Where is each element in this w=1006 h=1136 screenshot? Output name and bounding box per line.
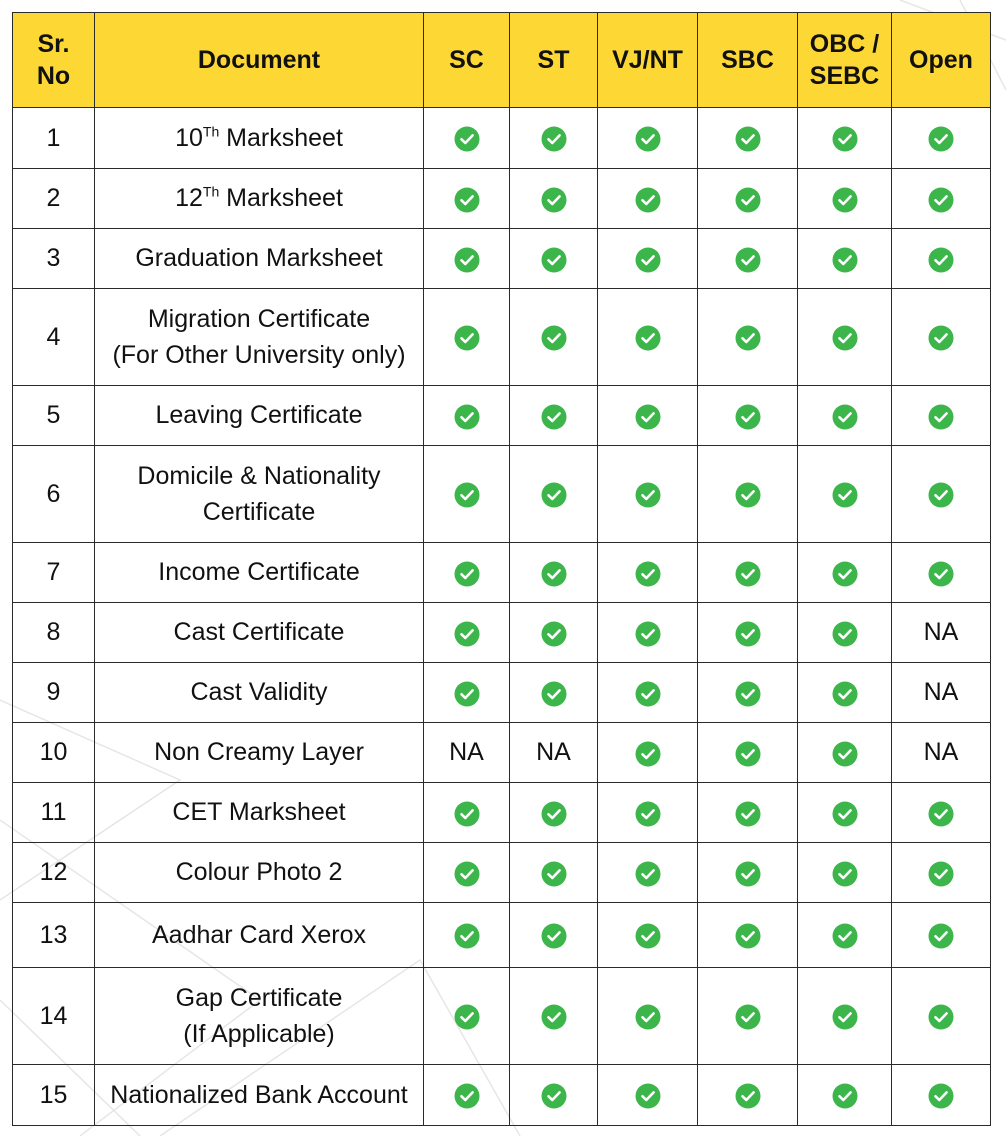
document-name-cell: Gap Certificate (If Applicable) <box>95 968 424 1065</box>
check-circle-icon <box>735 561 761 587</box>
status-cell-sbc <box>698 1065 798 1126</box>
check-circle-icon <box>541 801 567 827</box>
status-cell-st <box>510 843 598 903</box>
status-cell-open <box>892 229 991 289</box>
status-cell-st <box>510 783 598 843</box>
check-circle-icon <box>928 923 954 949</box>
check-circle-icon <box>735 482 761 508</box>
status-cell-sc <box>424 446 510 543</box>
status-cell-sbc <box>698 723 798 783</box>
check-circle-icon <box>735 325 761 351</box>
table-row <box>13 543 991 603</box>
status-cell-sbc <box>698 543 798 603</box>
sr-no-cell: 1 <box>13 108 95 169</box>
check-circle-icon <box>735 741 761 767</box>
check-circle-icon <box>635 681 661 707</box>
header-open: Open <box>892 13 991 108</box>
check-circle-icon <box>635 325 661 351</box>
check-circle-icon <box>735 1004 761 1030</box>
status-cell-obc-sebc <box>798 723 892 783</box>
status-cell-sc <box>424 603 510 663</box>
check-circle-icon <box>454 923 480 949</box>
sr-no-cell: 13 <box>13 903 95 968</box>
check-circle-icon <box>735 1083 761 1109</box>
status-cell-vj-nt <box>598 843 698 903</box>
check-circle-icon <box>454 482 480 508</box>
table-row <box>13 446 991 543</box>
check-circle-icon <box>735 621 761 647</box>
header-obc-sebc: OBC / SEBC <box>798 13 892 108</box>
document-name-cell: CET Marksheet <box>95 783 424 843</box>
table-row <box>13 663 991 723</box>
header-vj-nt: VJ/NT <box>598 13 698 108</box>
sr-no-cell: 10 <box>13 723 95 783</box>
status-cell-sc <box>424 169 510 229</box>
status-cell-open <box>892 663 991 723</box>
check-circle-icon <box>832 681 858 707</box>
status-cell-sbc <box>698 663 798 723</box>
check-circle-icon <box>454 404 480 430</box>
header-row <box>13 13 991 108</box>
check-circle-icon <box>928 126 954 152</box>
header-st: ST <box>510 13 598 108</box>
status-cell-sc <box>424 968 510 1065</box>
check-circle-icon <box>928 1004 954 1030</box>
status-cell-open <box>892 386 991 446</box>
status-cell-st <box>510 603 598 663</box>
header-document: Document <box>95 13 424 108</box>
check-circle-icon <box>454 126 480 152</box>
table-body <box>13 108 991 1126</box>
check-circle-icon <box>635 126 661 152</box>
check-circle-icon <box>735 187 761 213</box>
header-sbc: SBC <box>698 13 798 108</box>
check-circle-icon <box>541 621 567 647</box>
check-circle-icon <box>541 923 567 949</box>
check-circle-icon <box>454 561 480 587</box>
ordinal-superscript: Th <box>202 123 220 140</box>
check-circle-icon <box>832 187 858 213</box>
check-circle-icon <box>735 923 761 949</box>
status-cell-open <box>892 543 991 603</box>
check-circle-icon <box>735 681 761 707</box>
status-cell-obc-sebc <box>798 229 892 289</box>
check-circle-icon <box>454 681 480 707</box>
status-cell-vj-nt <box>598 723 698 783</box>
status-cell-sc <box>424 386 510 446</box>
table-row <box>13 229 991 289</box>
check-circle-icon <box>832 861 858 887</box>
sr-no-cell: 14 <box>13 968 95 1065</box>
not-applicable-label: NA <box>923 738 959 767</box>
status-cell-sbc <box>698 289 798 386</box>
status-cell-open <box>892 968 991 1065</box>
check-circle-icon <box>454 247 480 273</box>
status-cell-vj-nt <box>598 229 698 289</box>
status-cell-sc <box>424 543 510 603</box>
document-name-cell: Migration Certificate (For Other University only) <box>95 289 424 386</box>
check-circle-icon <box>635 621 661 647</box>
not-applicable-label: NA <box>536 738 571 767</box>
sr-no-cell: 6 <box>13 446 95 543</box>
header-sc: SC <box>424 13 510 108</box>
check-circle-icon <box>541 187 567 213</box>
table-row <box>13 723 991 783</box>
check-circle-icon <box>541 1083 567 1109</box>
check-circle-icon <box>541 325 567 351</box>
check-circle-icon <box>928 1083 954 1109</box>
status-cell-st <box>510 169 598 229</box>
check-circle-icon <box>541 681 567 707</box>
status-cell-obc-sebc <box>798 543 892 603</box>
status-cell-vj-nt <box>598 386 698 446</box>
check-circle-icon <box>454 1004 480 1030</box>
not-applicable-label: NA <box>449 738 484 767</box>
check-circle-icon <box>928 801 954 827</box>
status-cell-vj-nt <box>598 543 698 603</box>
check-circle-icon <box>832 126 858 152</box>
check-circle-icon <box>541 247 567 273</box>
sr-no-cell: 2 <box>13 169 95 229</box>
document-name-cell: Non Creamy Layer <box>95 723 424 783</box>
status-cell-st <box>510 968 598 1065</box>
status-cell-obc-sebc <box>798 169 892 229</box>
status-cell-vj-nt <box>598 289 698 386</box>
document-name-cell: Domicile & Nationality Certificate <box>95 446 424 543</box>
table-row <box>13 289 991 386</box>
sr-no-cell: 9 <box>13 663 95 723</box>
status-cell-st <box>510 289 598 386</box>
table-row <box>13 1065 991 1126</box>
check-circle-icon <box>832 482 858 508</box>
status-cell-vj-nt <box>598 446 698 543</box>
status-cell-st <box>510 108 598 169</box>
document-name-cell: Colour Photo 2 <box>95 843 424 903</box>
status-cell-sc <box>424 843 510 903</box>
check-circle-icon <box>832 1004 858 1030</box>
check-circle-icon <box>832 801 858 827</box>
status-cell-obc-sebc <box>798 386 892 446</box>
status-cell-sc <box>424 289 510 386</box>
status-cell-sbc <box>698 446 798 543</box>
check-circle-icon <box>541 1004 567 1030</box>
status-cell-sc <box>424 783 510 843</box>
status-cell-vj-nt <box>598 903 698 968</box>
status-cell-open <box>892 783 991 843</box>
check-circle-icon <box>541 482 567 508</box>
status-cell-sbc <box>698 903 798 968</box>
document-name-cell: Graduation Marksheet <box>95 229 424 289</box>
status-cell-st <box>510 1065 598 1126</box>
check-circle-icon <box>454 861 480 887</box>
status-cell-sbc <box>698 783 798 843</box>
document-name-cell: 12Th Marksheet <box>95 169 424 229</box>
status-cell-st <box>510 386 598 446</box>
sr-no-cell: 3 <box>13 229 95 289</box>
status-cell-sbc <box>698 169 798 229</box>
sr-no-cell: 11 <box>13 783 95 843</box>
status-cell-st <box>510 723 598 783</box>
status-cell-obc-sebc <box>798 968 892 1065</box>
status-cell-vj-nt <box>598 169 698 229</box>
sr-no-cell: 15 <box>13 1065 95 1126</box>
not-applicable-label: NA <box>923 678 959 707</box>
check-circle-icon <box>832 247 858 273</box>
status-cell-sc <box>424 903 510 968</box>
check-circle-icon <box>832 404 858 430</box>
check-circle-icon <box>635 741 661 767</box>
check-circle-icon <box>928 187 954 213</box>
check-circle-icon <box>928 482 954 508</box>
check-circle-icon <box>735 861 761 887</box>
status-cell-sc <box>424 663 510 723</box>
status-cell-vj-nt <box>598 663 698 723</box>
check-circle-icon <box>541 404 567 430</box>
status-cell-obc-sebc <box>798 843 892 903</box>
table-row <box>13 903 991 968</box>
status-cell-sbc <box>698 603 798 663</box>
status-cell-sc <box>424 108 510 169</box>
check-circle-icon <box>928 561 954 587</box>
check-circle-icon <box>735 801 761 827</box>
check-circle-icon <box>454 325 480 351</box>
status-cell-sc <box>424 723 510 783</box>
status-cell-open <box>892 1065 991 1126</box>
status-cell-st <box>510 229 598 289</box>
check-circle-icon <box>832 741 858 767</box>
check-circle-icon <box>735 404 761 430</box>
check-circle-icon <box>635 801 661 827</box>
status-cell-open <box>892 603 991 663</box>
check-circle-icon <box>454 621 480 647</box>
status-cell-open <box>892 903 991 968</box>
status-cell-open <box>892 289 991 386</box>
status-cell-vj-nt <box>598 1065 698 1126</box>
document-name-cell: Income Certificate <box>95 543 424 603</box>
status-cell-st <box>510 903 598 968</box>
status-cell-vj-nt <box>598 108 698 169</box>
table-row <box>13 968 991 1065</box>
check-circle-icon <box>928 404 954 430</box>
status-cell-st <box>510 663 598 723</box>
document-name-cell: Cast Certificate <box>95 603 424 663</box>
status-cell-obc-sebc <box>798 663 892 723</box>
status-cell-sbc <box>698 108 798 169</box>
status-cell-obc-sebc <box>798 446 892 543</box>
check-circle-icon <box>541 126 567 152</box>
status-cell-st <box>510 446 598 543</box>
check-circle-icon <box>928 247 954 273</box>
check-circle-icon <box>635 1083 661 1109</box>
document-name-cell: 10Th Marksheet <box>95 108 424 169</box>
check-circle-icon <box>541 861 567 887</box>
check-circle-icon <box>635 482 661 508</box>
check-circle-icon <box>928 861 954 887</box>
check-circle-icon <box>635 247 661 273</box>
document-name-cell: Leaving Certificate <box>95 386 424 446</box>
table-row <box>13 108 991 169</box>
check-circle-icon <box>832 561 858 587</box>
status-cell-obc-sebc <box>798 108 892 169</box>
document-name-cell: Aadhar Card Xerox <box>95 903 424 968</box>
check-circle-icon <box>541 561 567 587</box>
sr-no-cell: 7 <box>13 543 95 603</box>
status-cell-sbc <box>698 229 798 289</box>
check-circle-icon <box>635 923 661 949</box>
status-cell-sc <box>424 1065 510 1126</box>
table-row <box>13 386 991 446</box>
check-circle-icon <box>635 187 661 213</box>
not-applicable-label: NA <box>923 618 959 647</box>
check-circle-icon <box>832 621 858 647</box>
status-cell-st <box>510 543 598 603</box>
document-name-cell: Cast Validity <box>95 663 424 723</box>
check-circle-icon <box>635 1004 661 1030</box>
status-cell-sbc <box>698 386 798 446</box>
check-circle-icon <box>832 923 858 949</box>
status-cell-vj-nt <box>598 783 698 843</box>
check-circle-icon <box>635 561 661 587</box>
status-cell-vj-nt <box>598 603 698 663</box>
status-cell-vj-nt <box>598 968 698 1065</box>
ordinal-superscript: Th <box>202 184 220 201</box>
status-cell-sc <box>424 229 510 289</box>
status-cell-obc-sebc <box>798 1065 892 1126</box>
status-cell-obc-sebc <box>798 783 892 843</box>
status-cell-open <box>892 723 991 783</box>
table-header <box>13 13 991 108</box>
check-circle-icon <box>454 801 480 827</box>
check-circle-icon <box>832 1083 858 1109</box>
documents-table <box>12 12 991 1126</box>
sr-no-cell: 12 <box>13 843 95 903</box>
check-circle-icon <box>735 126 761 152</box>
check-circle-icon <box>635 404 661 430</box>
check-circle-icon <box>635 861 661 887</box>
check-circle-icon <box>928 325 954 351</box>
status-cell-sbc <box>698 968 798 1065</box>
check-circle-icon <box>735 247 761 273</box>
status-cell-obc-sebc <box>798 289 892 386</box>
status-cell-open <box>892 446 991 543</box>
table-row <box>13 169 991 229</box>
check-circle-icon <box>832 325 858 351</box>
status-cell-open <box>892 843 991 903</box>
sr-no-cell: 8 <box>13 603 95 663</box>
sr-no-cell: 4 <box>13 289 95 386</box>
sr-no-cell: 5 <box>13 386 95 446</box>
status-cell-open <box>892 108 991 169</box>
table-row <box>13 843 991 903</box>
check-circle-icon <box>454 187 480 213</box>
document-name-cell: Nationalized Bank Account <box>95 1065 424 1126</box>
table-row <box>13 783 991 843</box>
status-cell-sbc <box>698 843 798 903</box>
status-cell-obc-sebc <box>798 903 892 968</box>
status-cell-obc-sebc <box>798 603 892 663</box>
table-row <box>13 603 991 663</box>
status-cell-open <box>892 169 991 229</box>
header-sr-no: Sr. No <box>13 13 95 108</box>
check-circle-icon <box>454 1083 480 1109</box>
